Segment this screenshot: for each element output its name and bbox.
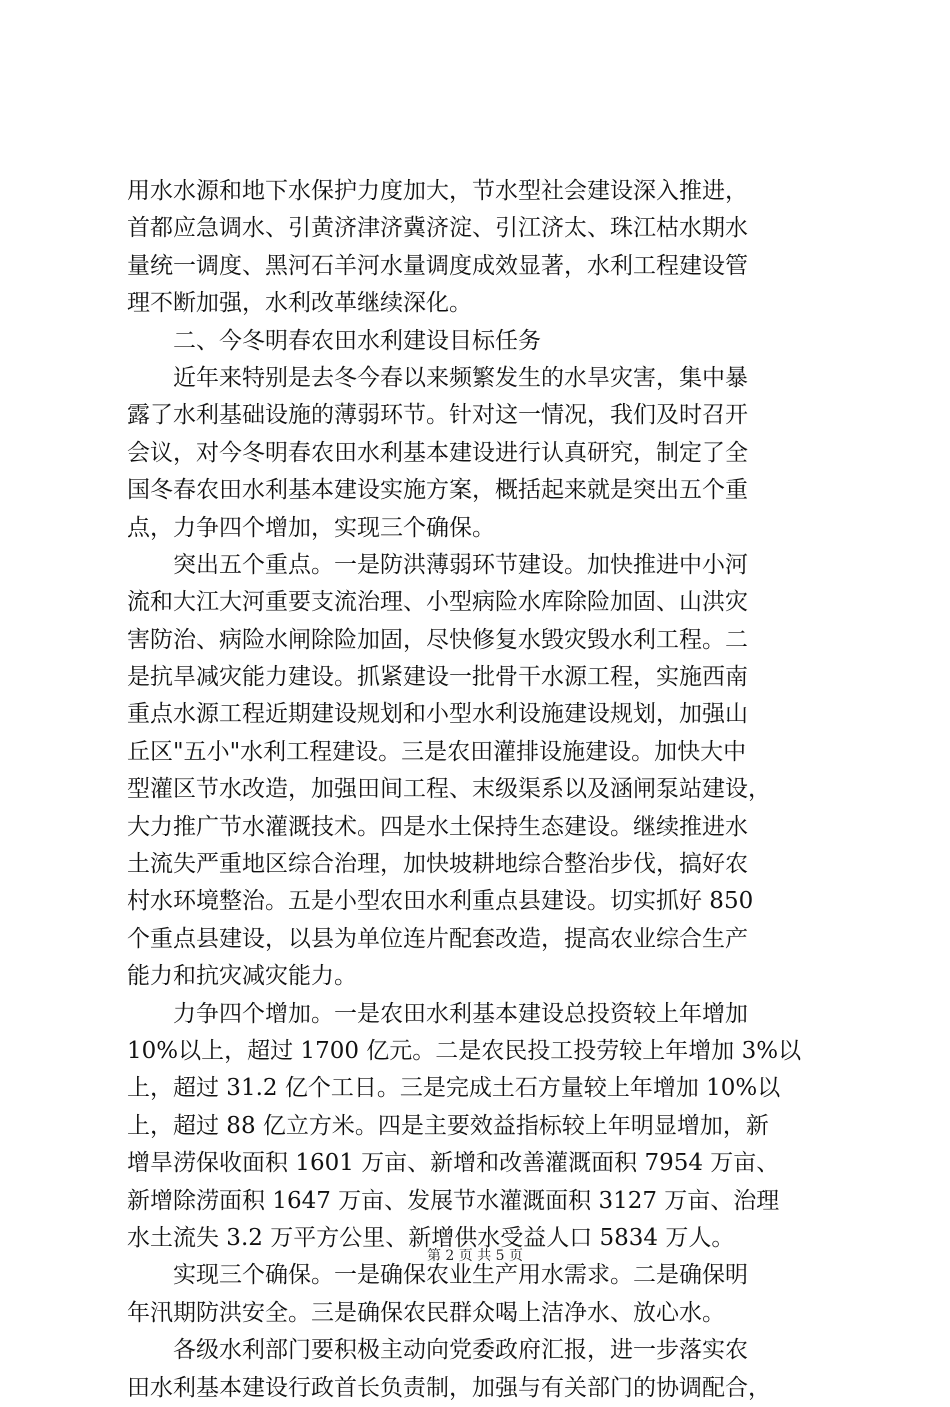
text-line: 首都应急调水、引黄济津济冀济淀、引江济太、珠江枯水期水	[127, 215, 748, 242]
text-line: 10%以上，超过 1700 亿元。二是农民投工投劳较上年增加 3%以	[127, 1037, 802, 1064]
text-line: 能力和抗灾减灾能力。	[127, 963, 357, 990]
text-line: 水土流失 3.2 万平方公里、新增供水受益人口 5834 万人。	[127, 1224, 735, 1251]
text-line: 害防治、病险水闸除险加固，尽快修复水毁灾毁水利工程。二	[127, 626, 748, 653]
text-line: 突出五个重点。一是防洪薄弱环节建设。加快推进中小河	[127, 551, 748, 578]
text-line: 力争四个增加。一是农田水利基本建设总投资较上年增加	[127, 1000, 748, 1027]
text-line: 个重点县建设，以县为单位连片配套改造，提高农业综合生产	[127, 925, 748, 952]
text-line: 大力推广节水灌溉技术。四是水土保持生态建设。继续推进水	[127, 813, 748, 840]
text-line: 增旱涝保收面积 1601 万亩、新增和改善灌溉面积 7954 万亩、	[127, 1150, 780, 1177]
text-line: 田水利基本建设行政首长负责制，加强与有关部门的协调配合，	[127, 1374, 771, 1401]
text-line: 村水环境整治。五是小型农田水利重点县建设。切实抓好 850	[127, 888, 754, 915]
text-line: 型灌区节水改造，加强田间工程、末级渠系以及涵闸泵站建设，	[127, 776, 771, 803]
text-line: 上，超过 31.2 亿个工日。三是完成土石方量较上年增加 10%以	[127, 1075, 781, 1102]
text-line: 土流失严重地区综合治理，加快坡耕地综合整治步伐，搞好农	[127, 851, 748, 878]
text-line: 各级水利部门要积极主动向党委政府汇报，进一步落实农	[127, 1337, 748, 1364]
text-line: 会议，对今冬明春农田水利基本建设进行认真研究，制定了全	[127, 439, 748, 466]
page-footer: 第 2 页 共 5 页	[426, 1248, 524, 1264]
text-line: 流和大江大河重要支流治理、小型病险水库除险加固、山洪灾	[127, 589, 748, 616]
text-line: 近年来特别是去冬今春以来频繁发生的水旱灾害，集中暴	[127, 364, 748, 391]
text-line: 理不断加强，水利改革继续深化。	[127, 290, 472, 317]
text-line: 点，力争四个增加，实现三个确保。	[127, 514, 495, 541]
text-line: 新增除涝面积 1647 万亩、发展节水灌溉面积 3127 万亩、治理	[127, 1187, 780, 1214]
text-line: 露了水利基础设施的薄弱环节。针对这一情况，我们及时召开	[127, 402, 748, 429]
text-line: 上，超过 88 亿立方米。四是主要效益指标较上年明显增加，新	[127, 1112, 769, 1139]
text-line: 年汛期防洪安全。三是确保农民群众喝上洁净水、放心水。	[127, 1299, 725, 1326]
text-line: 重点水源工程近期建设规划和小型水利设施建设规划，加强山	[127, 701, 748, 728]
text-line: 实现三个确保。一是确保农业生产用水需求。二是确保明	[127, 1262, 748, 1289]
document-body	[127, 173, 843, 1407]
text-line: 量统一调度、黑河石羊河水量调度成效显著，水利工程建设管	[127, 252, 748, 279]
section-heading: 二、今冬明春农田水利建设目标任务	[127, 327, 541, 354]
text-line: 国冬春农田水利基本建设实施方案，概括起来就是突出五个重	[127, 477, 748, 504]
text-line: 用水水源和地下水保护力度加大，节水型社会建设深入推进，	[127, 178, 748, 204]
text-line: 丘区"五小"水利工程建设。三是农田灌排设施建设。加快大中	[127, 738, 747, 765]
text-line: 是抗旱减灾能力建设。抓紧建设一批骨干水源工程，实施西南	[127, 664, 748, 691]
